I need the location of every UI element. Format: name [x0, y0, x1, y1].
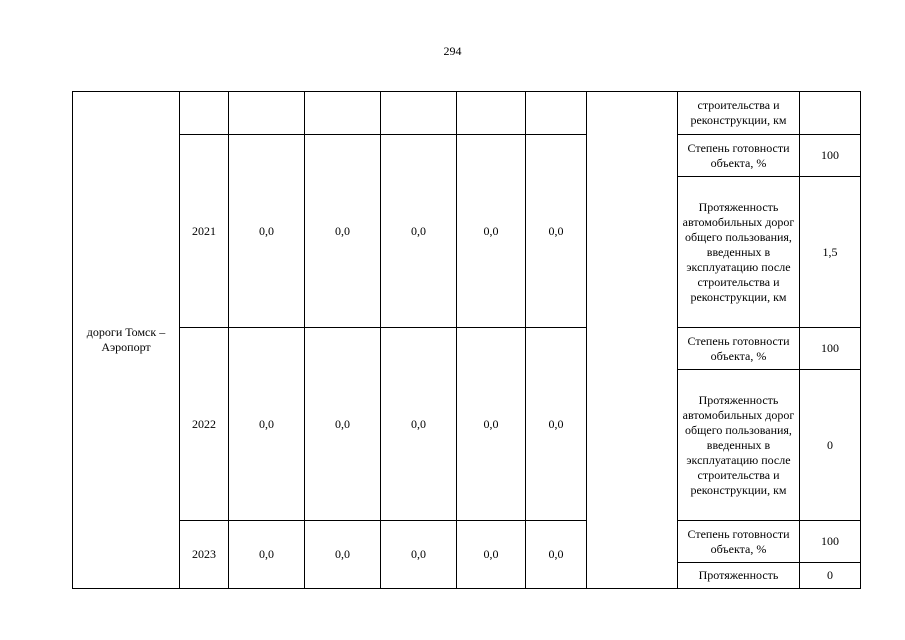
value-cell: 0,0 [229, 328, 305, 521]
value-cell: 0,0 [229, 521, 305, 589]
table-row [73, 135, 861, 177]
page-number: 294 [443, 44, 462, 58]
year-cell: 2022 [180, 328, 229, 521]
indicator-value: 100 [800, 521, 861, 563]
value-cell: 0,0 [526, 135, 587, 328]
indicator-value: 0 [800, 370, 861, 521]
empty-merged-cell [587, 92, 678, 589]
empty-cell [180, 92, 229, 135]
empty-cell [457, 92, 526, 135]
value-cell: 0,0 [457, 135, 526, 328]
indicator-label: строительства и реконструкции, км [678, 92, 800, 135]
value-cell: 0,0 [457, 328, 526, 521]
value-cell: 0,0 [526, 521, 587, 589]
value-cell: 0,0 [381, 135, 457, 328]
indicator-label: Степень готовности объекта, % [678, 521, 800, 563]
value-cell: 0,0 [457, 521, 526, 589]
indicator-value: 0 [800, 563, 861, 589]
indicator-value: 100 [800, 135, 861, 177]
indicator-value: 100 [800, 328, 861, 370]
empty-cell [381, 92, 457, 135]
empty-cell [800, 92, 861, 135]
table-row [73, 328, 861, 370]
program-table [72, 91, 861, 589]
value-cell: 0,0 [381, 328, 457, 521]
value-cell: 0,0 [381, 521, 457, 589]
year-cell: 2023 [180, 521, 229, 589]
table-row [73, 521, 861, 563]
empty-cell [229, 92, 305, 135]
indicator-label: Степень готовности объекта, % [678, 328, 800, 370]
value-cell: 0,0 [305, 521, 381, 589]
value-cell: 0,0 [305, 135, 381, 328]
empty-cell [305, 92, 381, 135]
indicator-label: Степень готовности объекта, % [678, 135, 800, 177]
table-row [73, 92, 861, 135]
value-cell: 0,0 [305, 328, 381, 521]
indicator-label: Протяженность автомобильных дорог общего пользования, введенных в эксплуатацию после строительства и реконструкции, км [678, 370, 800, 521]
value-cell: 0,0 [229, 135, 305, 328]
value-cell: 0,0 [526, 328, 587, 521]
indicator-label: Протяженность автомобильных дорог общего пользования, введенных в эксплуатацию после строительства и реконструкции, км [678, 177, 800, 328]
indicator-label: Протяженность [678, 563, 800, 589]
indicator-value: 1,5 [800, 177, 861, 328]
object-name-cell: дороги Томск – Аэропорт [73, 92, 180, 589]
year-cell: 2021 [180, 135, 229, 328]
empty-cell [526, 92, 587, 135]
